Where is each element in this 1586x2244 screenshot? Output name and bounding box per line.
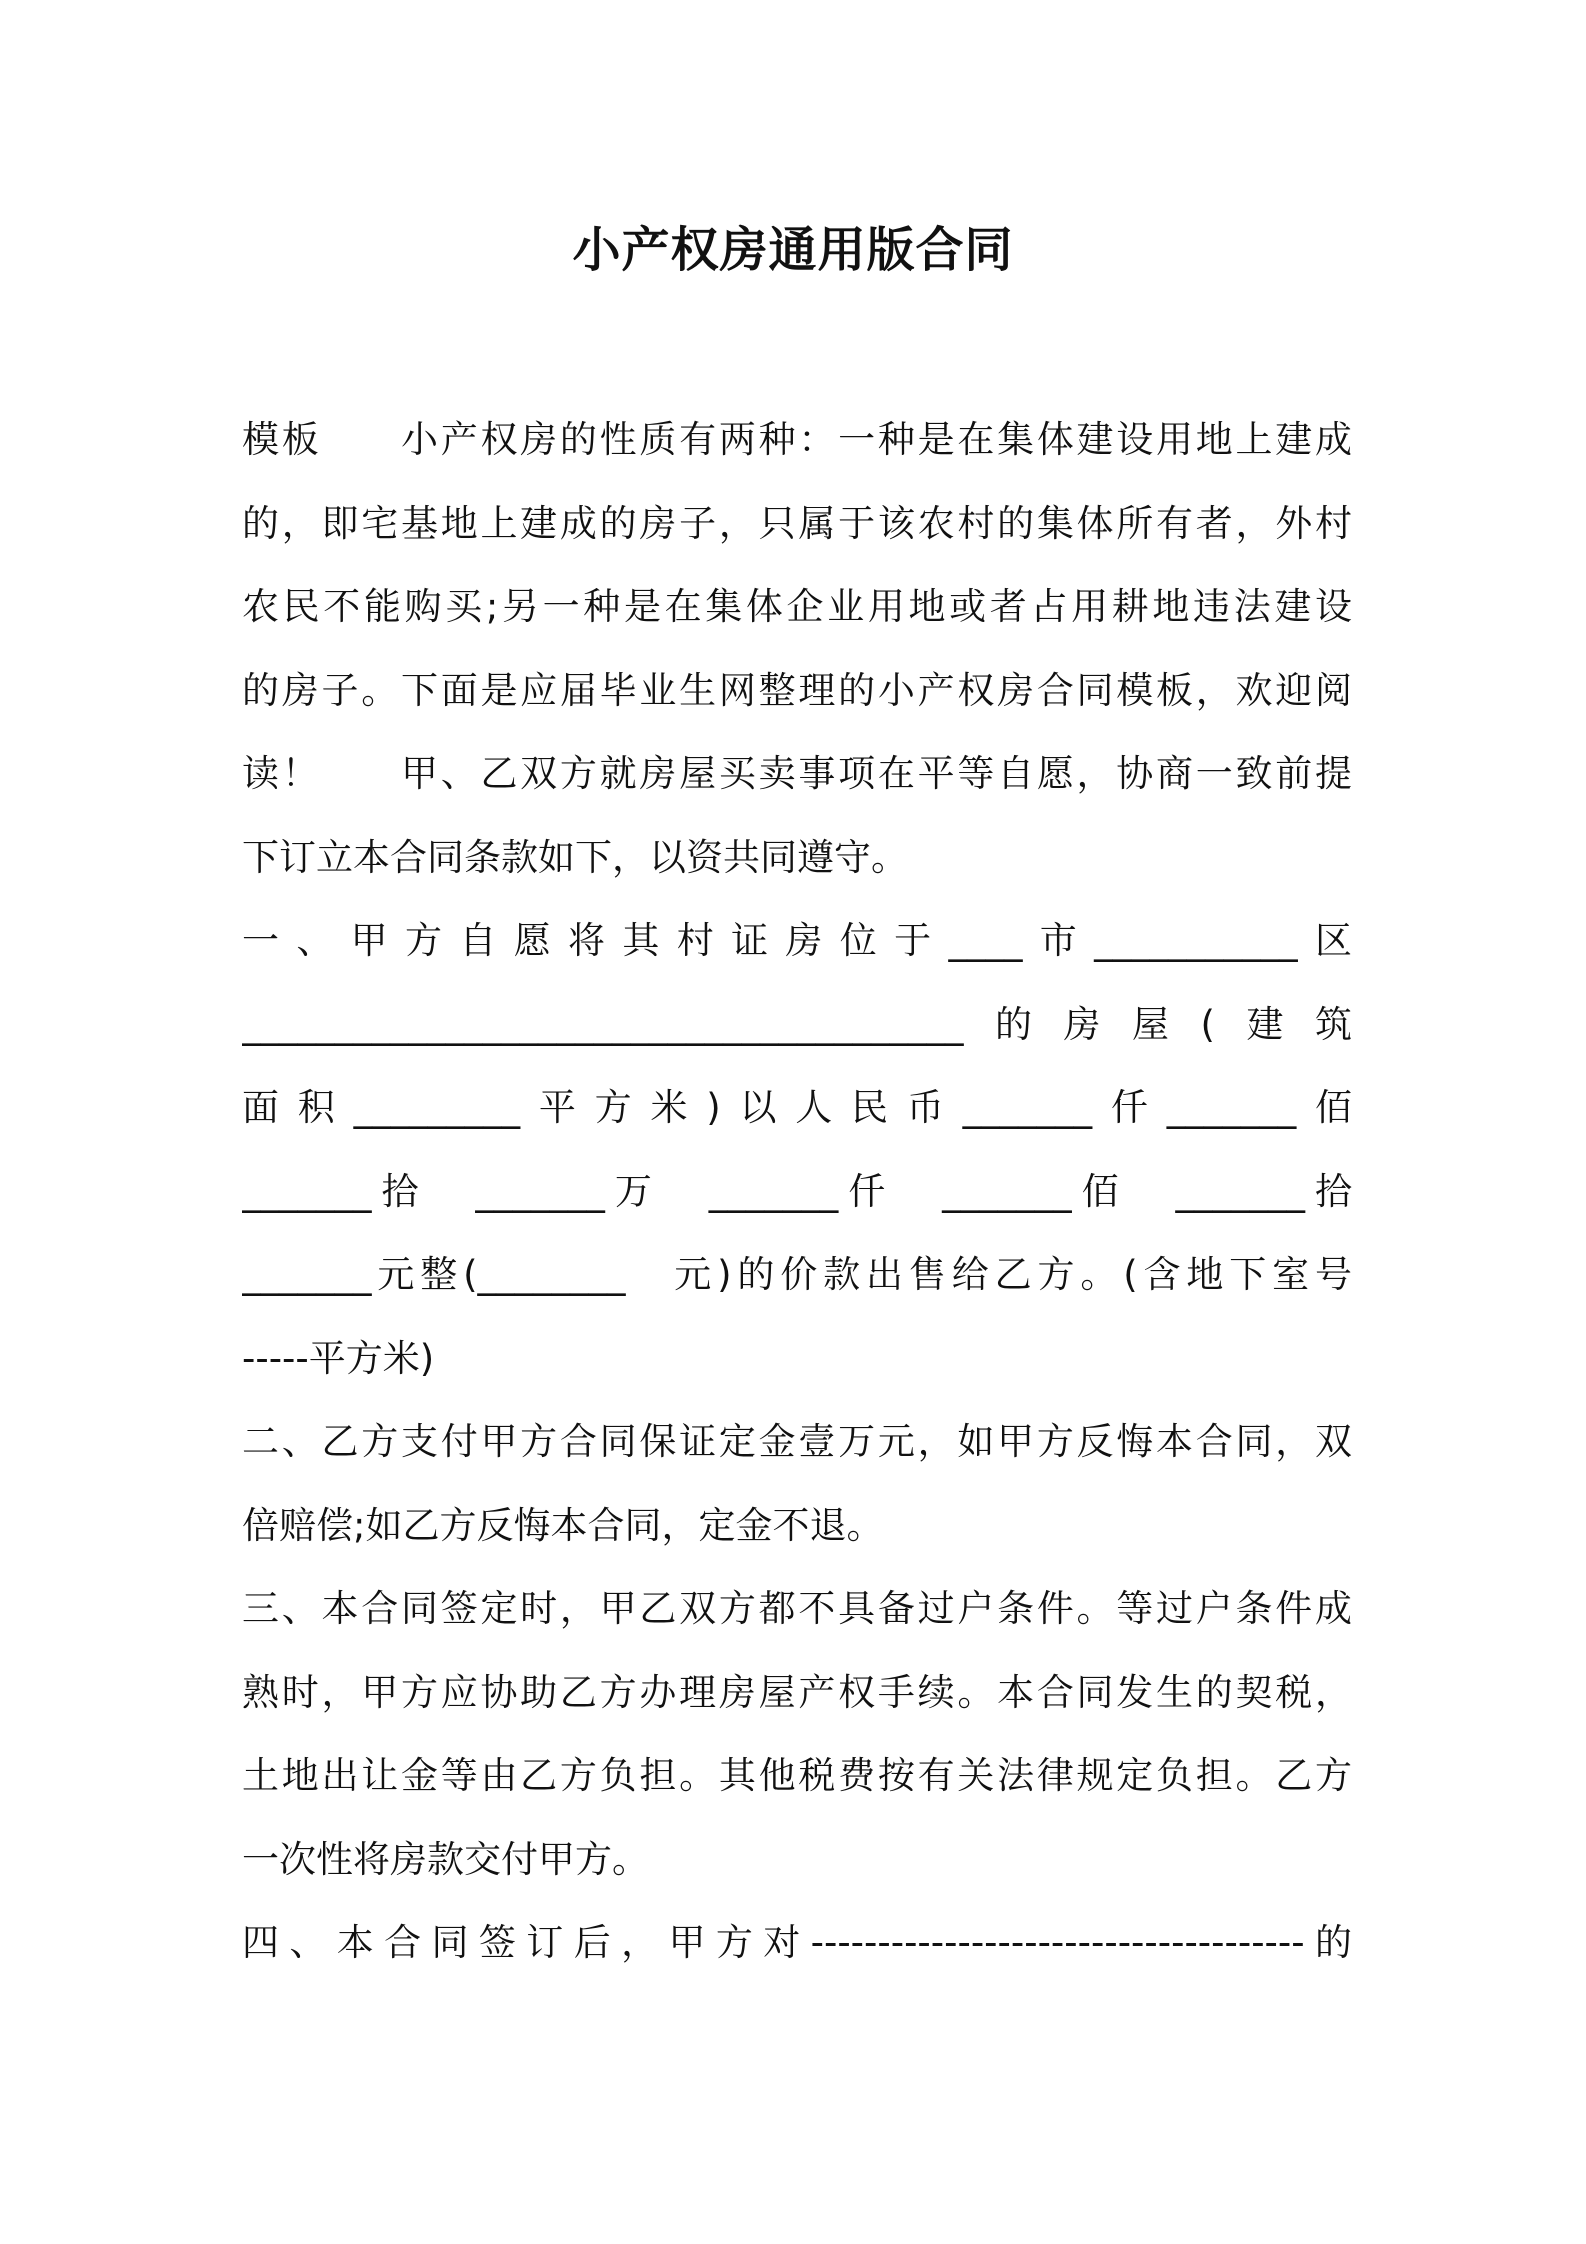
- clause-2-line: 倍赔偿;如乙方反悔本合同，定金不退。: [242, 1503, 884, 1547]
- clause-1-line: -----平方米): [242, 1336, 435, 1380]
- clause-1-line: _______________________________________的房屋(建筑: [242, 1002, 1352, 1046]
- clause-1-line: _______元整(________ 元)的价款出售给乙方。(含地下室号: [242, 1253, 1352, 1296]
- clause-3-line: 土地出让金等由乙方负担。其他税费按有关法律规定负担。乙方: [242, 1754, 1352, 1797]
- clause-1-line: 一、甲方自愿将其村证房位于____市___________区: [242, 919, 1352, 962]
- document-title: 小产权房通用版合同: [572, 222, 1014, 278]
- paragraph-line: 农民不能购买;另一种是在集体企业用地或者占用耕地违法建设: [242, 585, 1352, 628]
- clause-2-line: 二、乙方支付甲方合同保证定金壹万元，如甲方反悔本合同，双: [242, 1420, 1352, 1463]
- paragraph-line: 下订立本合同条款如下，以资共同遵守。: [242, 835, 908, 879]
- document-body: [242, 398, 1352, 1985]
- paragraph-line: 的房子。下面是应届毕业生网整理的小产权房合同模板，欢迎阅: [242, 668, 1352, 712]
- clause-1-line: 面积_________平方米)以人民币_______仟_______佰: [242, 1086, 1352, 1129]
- clause-1-line: _______拾 _______万 _______仟 _______佰 _______拾: [242, 1169, 1352, 1213]
- clause-4-line: 四、本合同签订后，甲方对-------------------------------------的: [242, 1921, 1352, 1964]
- paragraph-line: 读！ 甲、乙双方就房屋买卖事项在平等自愿，协商一致前提: [242, 752, 1352, 795]
- clause-3-line: 一次性将房款交付甲方。: [242, 1837, 649, 1881]
- paragraph-line: 模板 小产权房的性质有两种：一种是在集体建设用地上建成: [242, 418, 1352, 461]
- paragraph-line: 的，即宅基地上建成的房子，只属于该农村的集体所有者，外村: [242, 501, 1352, 545]
- clause-3-line: 三、本合同签定时，甲乙双方都不具备过户条件。等过户条件成: [242, 1587, 1352, 1630]
- clause-3-line: 熟时，甲方应协助乙方办理房屋产权手续。本合同发生的契税，: [242, 1670, 1352, 1714]
